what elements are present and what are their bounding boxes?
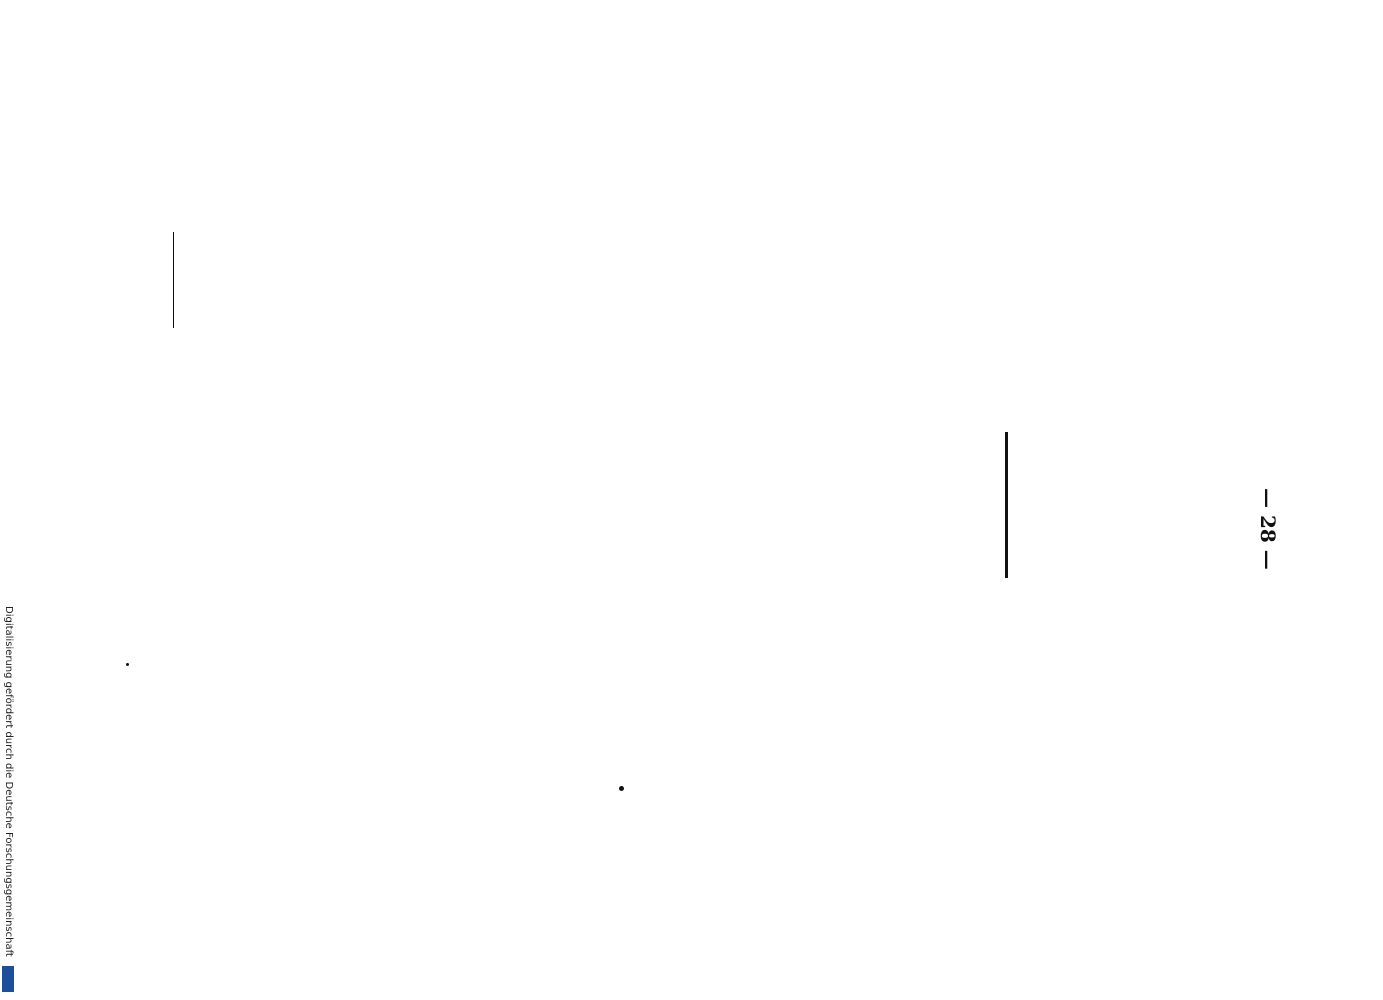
dfg-logo — [2, 966, 14, 992]
footnote-rule — [173, 232, 174, 328]
signature-rule — [1005, 432, 1008, 578]
scan-speck — [619, 786, 624, 791]
footer-credit: Digitalisierung gefördert durch die Deutsche Forschungsgemeinschaft — [3, 606, 14, 957]
scan-speck — [126, 663, 129, 666]
page-number: — 28 — — [1256, 488, 1280, 570]
